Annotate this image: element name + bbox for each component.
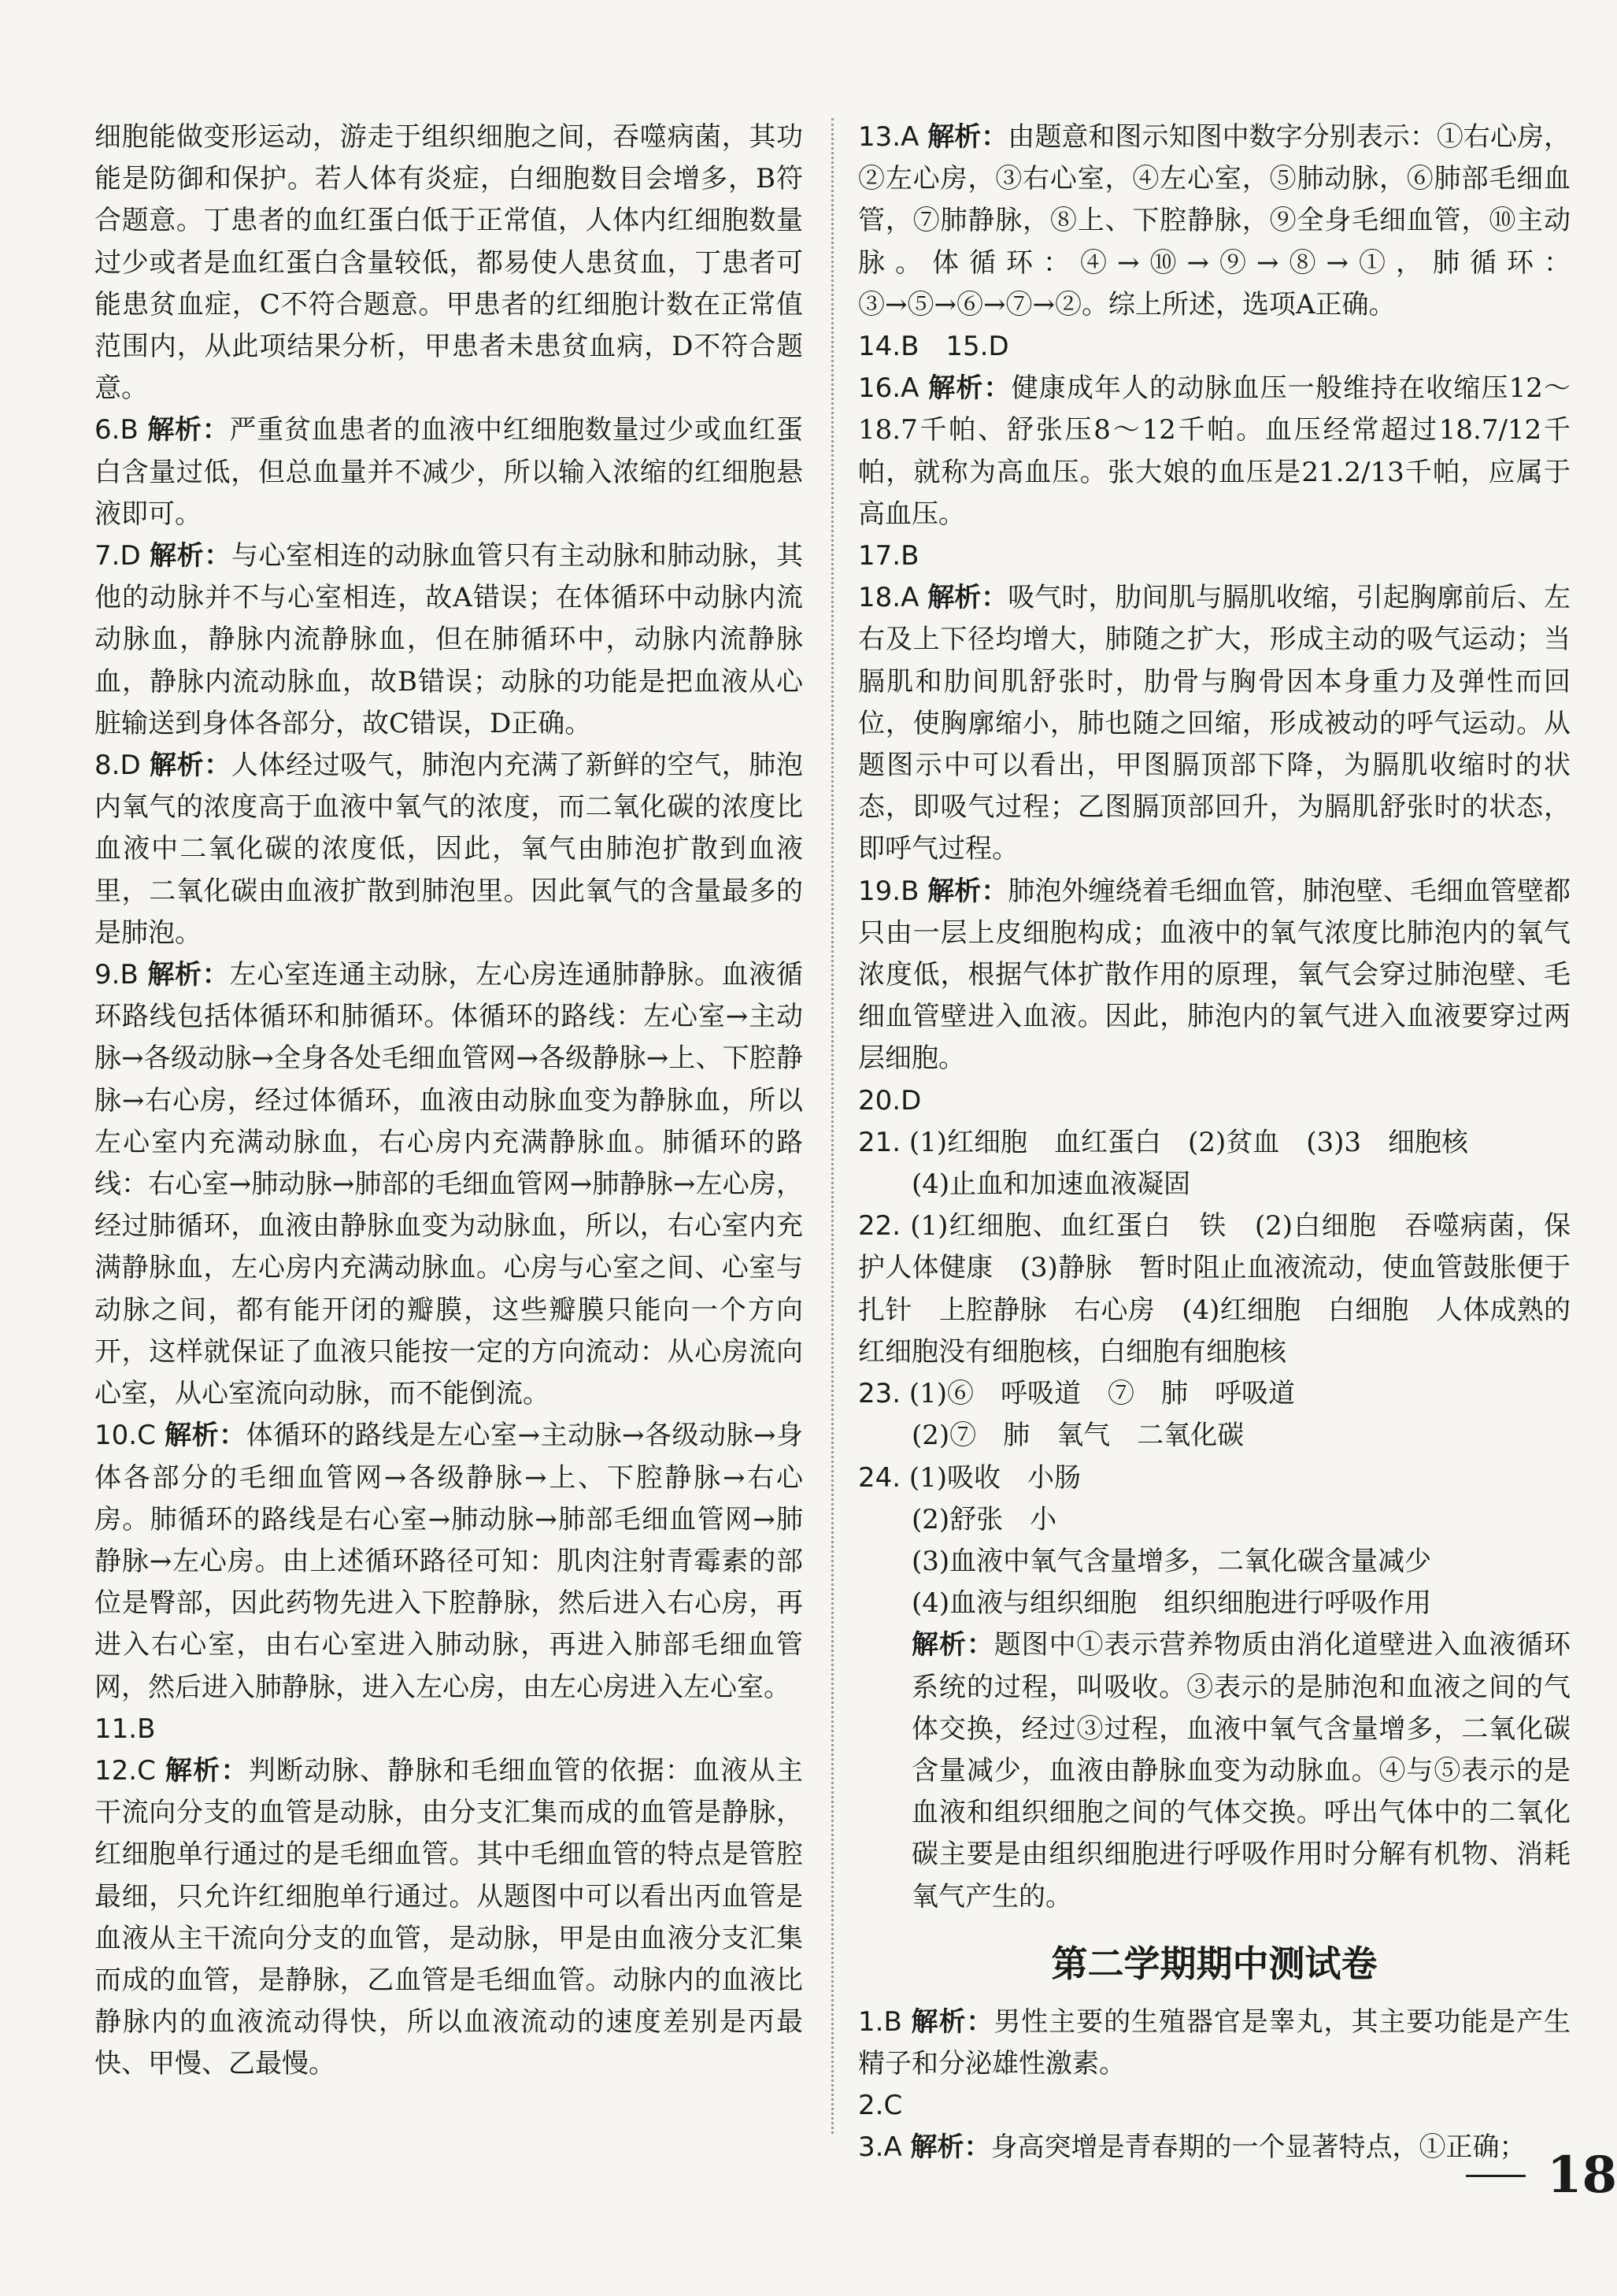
right-column-exam-answers [858,2002,1571,2169]
analysis-label: 解析： [147,959,230,991]
analysis-label: 解析： [928,372,1012,405]
left-column [94,117,803,2086]
answer-subline: (2)⑦ 肺 氧气 二氧化碳 [912,1420,1245,1452]
answer-label: 14.B 15.D [858,331,1009,363]
answer-label: 12.C [94,1754,156,1787]
answer-item [858,117,1571,326]
answer-text: 解析：男性主要的生殖器官是睾丸，其主要功能是产生精子和分泌雄性激素。 [858,2005,1571,2079]
answer-item [858,2002,1571,2085]
section-title: 第二学期期中测试卷 [1051,1942,1378,1985]
answer-item [858,2127,1571,2168]
answer-label: 22. [858,1210,901,1242]
answer-item [858,535,1571,577]
answer-item [94,117,803,409]
answer-item [858,1457,1571,1499]
answer-text: 解析：严重贫血患者的血液中红细胞数量过少或血红蛋白含量过低，但总血量并不减少，所以输入浓缩的红细胞悬液即可。 [94,414,804,530]
answer-item [94,535,803,745]
answer-label: 24. [858,1461,901,1494]
answer-item [858,871,1571,1080]
answer-item [94,954,803,1415]
answer-label: 17.B [858,540,920,572]
answer-item [94,1709,803,1750]
answer-item [858,326,1571,368]
answer-item [858,1122,1571,1164]
analysis-label: 解析： [147,414,230,446]
answer-text: 解析：健康成年人的动脉血压一般维持在收缩压12～18.7千帕、舒张压8～12千帕。血压经常超过18.7/12千帕，就称为高血压。张大娘的血压是21.2/13千帕，应属于高血压。 [858,372,1571,530]
answer-subline: 解析：题图中①表示营养物质由消化道壁进入血液循环系统的过程，叫吸收。③表示的是肺泡和血液之间的气体交换，经过③过程，血液中氧气含量增多，二氧化碳含量减少，血液由静脉血变为动脉血。④与⑤表示的是血液和组织细胞之间的气体交换。呼出气体中的二氧化碳主要是由组织细胞进行呼吸作用时分解有机物、消耗氧气产生的。 [912,1629,1571,1913]
answer-text: (1)红细胞 血红蛋白 (2)贫血 (3)3 细胞核 [908,1126,1469,1158]
answer-label: 11.B [94,1713,156,1745]
analysis-label: 解析： [912,1629,994,1661]
answer-subline: (3)血液中氧气含量增多，二氧化碳含量减少 [912,1545,1432,1577]
analysis-label: 解析： [927,875,1008,907]
answer-item [858,577,1571,870]
answer-item [858,368,1571,535]
analysis-label: 解析： [927,582,1008,614]
answer-subline: (4)血液与组织细胞 组织细胞进行呼吸作用 [912,1587,1432,1620]
analysis-label: 解析： [150,540,231,572]
answer-text: (1)红细胞、血红蛋白 铁 (2)白细胞 吞噬病菌，保护人体健康 (3)静脉 暂时阻止血液流动，使血管鼓胀便于扎针 上腔静脉 右心房 (4)红细胞 白细胞 人体成熟的红细胞没有细胞核，白细胞有细胞核 [858,1210,1571,1368]
analysis-label: 解析： [910,2131,991,2164]
answer-item [94,745,803,954]
answer-text: 解析：左心室连通主动脉，左心房连通肺静脉。血液循环路线包括体循环和肺循环。体循环的路线：左心室→主动脉→各级动脉→全身各处毛细血管网→各级静脉→上、下腔静脉→右心房，经过体循环，血液由动脉血变为静脉血，所以左心室内充满动脉血，右心房内充满静脉血。肺循环的路线：右心室→肺动脉→肺部的毛细血管网→肺静脉→左心房，经过肺循环，血液由静脉血变为动脉血，所以，右心室内充满静脉血，左心房内充满动脉血。心房与心室之间、心室与动脉之间，都有能开闭的瓣膜，这些瓣膜只能向一个方向开，这样就保证了血液只能按一定的方向流动：从心房流向心室，从心室流向动脉，而不能倒流。 [94,959,804,1410]
answer-label: 16.A [858,372,920,405]
answer-text: 解析：身高突增是青春期的一个显著特点，①正确； [910,2131,1526,2164]
analysis-label: 解析： [150,750,231,782]
answer-item [94,1750,803,2086]
analysis-label: 解析： [927,121,1008,153]
answer-item [858,1205,1571,1373]
answer-text: (1)吸收 小肠 [908,1461,1082,1494]
answer-label: 8.D [94,750,141,782]
answer-label: 21. [858,1126,901,1158]
answer-label: 1.B [858,2005,902,2038]
page-number: 18 [1547,2146,1617,2205]
answer-text: 解析：肺泡外缠绕着毛细血管，肺泡壁、毛细血管壁都只由一层上皮细胞构成；血液中的氧气浓度比肺泡内的氧气浓度低，根据气体扩散作用的原理，氧气会穿过肺泡壁、毛细血管壁进入血液。因此，肺泡内的氧气进入血液要穿过两层细胞。 [858,875,1571,1075]
right-column [858,117,1571,2169]
page-number-dash [1466,2175,1526,2177]
answer-label: 18.A [858,582,920,614]
answer-text: 解析：体循环的路线是左心室→主动脉→各级动脉→身体各部分的毛细血管网→各级静脉→上、下腔静脉→右心房。肺循环的路线是右心室→肺动脉→肺部毛细血管网→肺静脉→左心房。由上述循环路径可知：肌肉注射青霉素的部位是臀部，因此药物先进入下腔静脉，然后进入右心房，再进入右心室，由右心室进入肺动脉，再进入肺部毛细血管网，然后进入肺静脉，进入左心房，由左心房进入左心室。 [94,1420,804,1703]
answer-text: 解析：由题意和图示知图中数字分别表示：①右心房，②左心房，③右心室，④左心室，⑤肺动脉，⑥肺部毛细血管，⑦肺静脉，⑧上、下腔静脉，⑨全身毛细血管，⑩主动脉。体循环：④→⑩→⑨→⑧→①，肺循环：③→⑤→⑥→⑦→②。综上所述，选项A正确。 [858,121,1571,320]
answer-label: 2.C [858,2090,903,2122]
column-divider [831,118,834,2134]
answer-text: 解析：判断动脉、静脉和毛细血管的依据：血液从主干流向分支的血管是动脉，由分支汇集而成的血管是静脉，红细胞单行通过的是毛细血管。其中毛细血管的特点是管腔最细，只允许红细胞单行通过。从题图中可以看出丙血管是血液从主干流向分支的血管，是动脉，甲是由血液分支汇集而成的血管，是静脉，乙血管是毛细血管。动脉内的血液比静脉内的血液流动得快，所以血液流动的速度差别是丙最快、甲慢、乙最慢。 [94,1754,804,2080]
answer-label: 20.D [858,1084,922,1117]
answer-item [858,2085,1571,2127]
answer-label: 23. [858,1378,901,1410]
answer-label: 9.B [94,959,139,991]
answer-label: 3.A [858,2131,902,2164]
right-column-answers [858,117,1571,1918]
answer-label: 10.C [94,1420,156,1452]
answer-label: 13.A [858,121,920,153]
answer-text: 解析：吸气时，肋间肌与膈肌收缩，引起胸廓前后、左右及上下径均增大，肺随之扩大，形成主动的吸气运动；当膈肌和肋间肌舒张时，肋骨与胸骨因本身重力及弹性而回位，使胸廓缩小，肺也随之回缩，形成被动的呼气运动。从题图示中可以看出，甲图膈顶部下降，为膈肌收缩时的状态，即吸气过程；乙图膈顶部回升，为膈肌舒张时的状态，即呼气过程。 [858,582,1571,865]
analysis-label: 解析： [165,1420,246,1452]
answer-subline: (2)舒张 小 [912,1503,1057,1535]
answer-text: 解析：与心室相连的动脉血管只有主动脉和肺动脉，其他的动脉并不与心室相连，故A错误；在体循环中动脉内流动脉血，静脉内流静脉血，但在肺循环中，动脉内流静脉血，静脉内流动脉血，故B错误；动脉的功能是把血液从心脏输送到身体各部分，故C错误，D正确。 [94,540,804,739]
answer-text: 解析：人体经过吸气，肺泡内充满了新鲜的空气，肺泡内氧气的浓度高于血液中氧气的浓度，而二氧化碳的浓度比血液中二氧化碳的浓度低，因此，氧气由肺泡扩散到血液里，二氧化碳由血液扩散到肺泡里。因此氧气的含量最多的是肺泡。 [94,750,804,949]
answer-item [94,1415,803,1708]
answer-text: 细胞能做变形运动，游走于组织细胞之间，吞噬病菌，其功能是防御和保护。若人体有炎症，白细胞数目会增多，B符合题意。丁患者的血红蛋白低于正常值，人体内红细胞数量过少或者是血红蛋白含量较低，都易使人患贫血，丁患者可能患贫血症，C不符合题意。甲患者的红细胞计数在正常值范围内，从此项结果分析，甲患者未患贫血病，D不符合题意。 [94,121,803,405]
answer-item [858,1373,1571,1415]
answer-item [94,409,803,535]
answer-label: 6.B [94,414,139,446]
answer-label: 7.D [94,540,141,572]
answer-text: (1)⑥ 呼吸道 ⑦ 肺 呼吸道 [908,1378,1296,1410]
analysis-label: 解析： [165,1754,249,1787]
answer-label: 19.B [858,875,920,907]
answer-item [858,1080,1571,1122]
answer-subline: (4)止血和加速血液凝固 [912,1168,1191,1201]
analysis-label: 解析： [911,2005,994,2038]
